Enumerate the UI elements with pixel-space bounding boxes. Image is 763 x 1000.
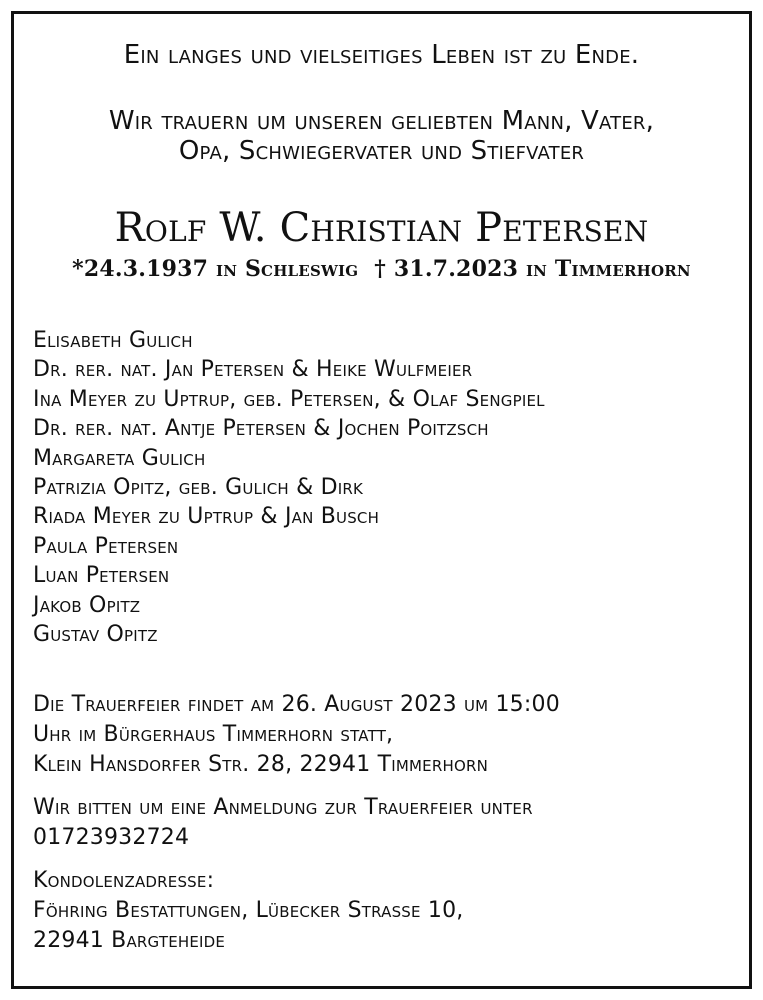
condolence-label: Kondolenzadresse:	[33, 868, 215, 893]
mourner-item: Paula Petersen	[33, 533, 179, 559]
mourners-list	[33, 326, 545, 649]
funeral-line-1: Die Trauerfeier findet am 26. August 2023 um 15:00	[33, 692, 560, 717]
registration-info	[33, 793, 533, 853]
life-dates	[0, 256, 763, 282]
funeral-line-3: Klein Hansdorfer Str. 28, 22941 Timmerhorn	[33, 752, 489, 777]
mourner-item: Margareta Gulich	[33, 445, 206, 471]
death-date: † 31.7.2023 in Timmerhorn	[374, 256, 691, 282]
mourner-item: Elisabeth Gulich	[33, 328, 193, 353]
mourner-item: Gustav Opitz	[33, 622, 158, 648]
intro-line-2: Wir trauern um unseren geliebten Mann, Vater,	[108, 106, 655, 136]
condolence-info	[33, 866, 464, 956]
condolence-address-2: 22941 Bargteheide	[33, 928, 226, 953]
mourner-item: Dr. rer. nat. Jan Petersen & Heike Wulfmeier	[33, 357, 473, 383]
mourner-item: Patrizia Opitz, geb. Gulich & Dirk	[33, 475, 364, 501]
mourner-item: Riada Meyer zu Uptrup & Jan Busch	[33, 504, 380, 530]
registration-phone: 01723932724	[33, 825, 190, 850]
mourner-item: Luan Petersen	[33, 563, 170, 589]
mourner-item: Jakob Opitz	[33, 592, 141, 618]
registration-line-1: Wir bitten um eine Anmeldung zur Trauerfeier unter	[33, 795, 533, 820]
intro-line-3: Opa, Schwiegervater und Stiefvater	[178, 136, 585, 166]
intro-line-1: Ein langes und vielseitiges Leben ist zu Ende.	[123, 40, 640, 70]
mourner-item: Dr. rer. nat. Antje Petersen & Jochen Poitzsch	[33, 416, 489, 442]
birth-date: *24.3.1937 in Schleswig	[72, 256, 359, 282]
condolence-address-1: Föhring Bestattungen, Lübecker Strasse 10,	[33, 898, 464, 923]
mourner-item: Ina Meyer zu Uptrup, geb. Petersen, & Olaf Sengpiel	[33, 386, 545, 412]
funeral-line-2: Uhr im Bürgerhaus Timmerhorn statt,	[33, 722, 394, 747]
funeral-info	[33, 690, 560, 780]
deceased-name: Rolf W. Christian Petersen	[114, 205, 649, 251]
